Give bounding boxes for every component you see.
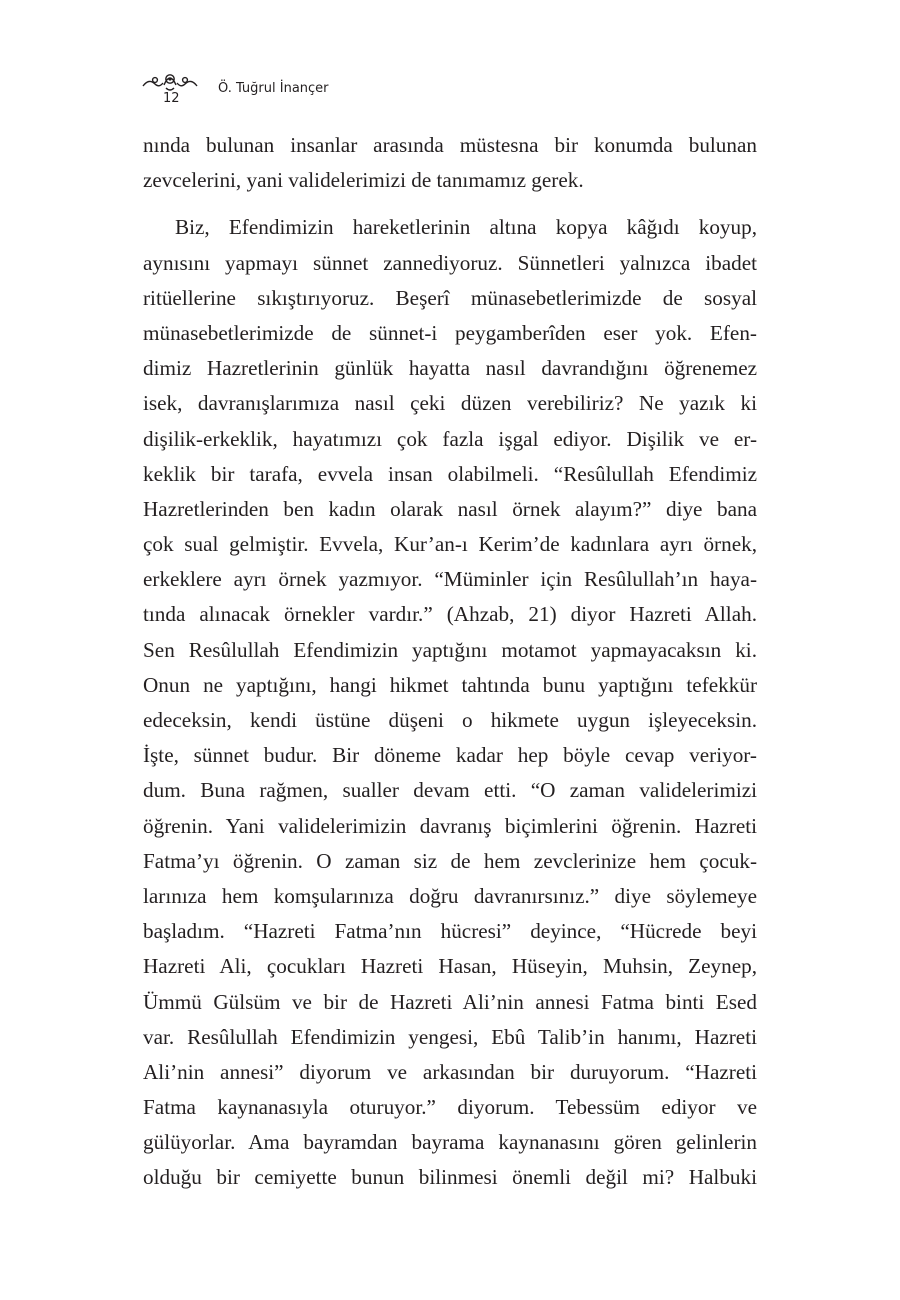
text-line: Ümmü Gülsüm ve bir de Hazreti Ali’nin annesi Fatma binti Esed [143, 989, 757, 1014]
text-line: öğrenin. Yani validelerimizin davranış biçimlerini öğrenin. Hazreti [143, 813, 757, 838]
text-line: ritüellerine sıkıştırıyoruz. Beşerî münasebetlerimizde de sosyal [143, 285, 757, 310]
text-line: Hazreti Ali, çocukları Hazreti Hasan, Hüseyin, Muhsin, Zeynep, [143, 954, 757, 979]
text-line: Onun ne yaptığını, hangi hikmet tahtında bunu yaptığını tefekkür [143, 672, 757, 697]
text-line: edeceksin, kendi üstüne düşeni o hikmete uygun işleyeceksin. [143, 708, 757, 732]
text-line: Biz, Efendimizin hareketlerinin altına kopya kâğıdı koyup, [175, 215, 757, 240]
text-line: dum. Buna rağmen, sualler devam etti. “O zaman validelerimizi [143, 778, 757, 803]
paragraph-gap [143, 198, 757, 210]
text-line: keklik bir tarafa, evvela insan olabilmeli. “Resûlullah Efendimiz [143, 461, 757, 486]
text-line: isek, davranışlarımıza nasıl çeki düzen verebiliriz? Ne yazık ki [143, 391, 757, 416]
text-line: münasebetlerimizde de sünnet-i peygamberîden eser yok. Efen- [143, 320, 757, 345]
text-line: nında bulunan insanlar arasında müstesna bir konumda bulunan [143, 133, 757, 157]
running-head-author: Ö. Tuğrul İnançer [218, 81, 329, 96]
text-line: Sen Resûlullah Efendimizin yaptığını motamot yapmayacaksın ki. [143, 637, 757, 662]
body-text [143, 128, 757, 1196]
page-header [141, 70, 541, 110]
text-line: olduğu bir cemiyette bunun bilinmesi önemli değil mi? Halbuki [143, 1165, 757, 1190]
text-line: İşte, sünnet budur. Bir döneme kadar hep böyle cevap veriyor- [143, 743, 757, 768]
text-line: tında alınacak örnekler vardır.” (Ahzab, 21) diyor Hazreti Allah. [143, 602, 757, 627]
text-line: larınıza hem komşularınıza doğru davranırsınız.” diye söylemeye [143, 883, 757, 908]
text-line: Fatma kaynanasıyla oturuyor.” diyorum. Tebessüm ediyor ve [143, 1095, 757, 1120]
text-line: dimiz Hazretlerinin günlük hayatta nasıl davrandığını öğrenemez [143, 356, 757, 381]
text-line: var. Resûlullah Efendimizin yengesi, Ebû Talib’in hanımı, Hazreti [143, 1024, 757, 1049]
text-line: Ali’nin annesi” diyorum ve arkasından bir duruyorum. “Hazreti [143, 1059, 757, 1084]
text-line: erkeklere ayrı örnek yazmıyor. “Müminler için Resûlullah’ın haya- [143, 567, 757, 592]
text-line: zevcelerini, yani validelerimizi de tanımamız gerek. [143, 168, 584, 193]
text-line: Fatma’yı öğrenin. O zaman siz de hem zevclerinize hem çocuk- [143, 848, 757, 873]
text-line: başladım. “Hazreti Fatma’nın hücresi” deyince, “Hücrede beyi [143, 919, 757, 944]
text-line: Hazretlerinden ben kadın olarak nasıl örnek alayım?” diye bana [143, 496, 757, 521]
text-line: aynısını yapmayı sünnet zannediyoruz. Sünnetleri yalnızca ibadet [143, 250, 757, 275]
text-line: gülüyorlar. Ama bayramdan bayrama kaynanasını gören gelinlerin [143, 1130, 757, 1155]
text-line: dişilik-erkeklik, hayatımızı çok fazla işgal ediyor. Dişilik ve er- [143, 426, 757, 451]
page-number: 12 [163, 91, 180, 106]
text-line: çok sual gelmiştir. Evvela, Kur’an-ı Kerim’de kadınlara ayrı örnek, [143, 532, 757, 557]
